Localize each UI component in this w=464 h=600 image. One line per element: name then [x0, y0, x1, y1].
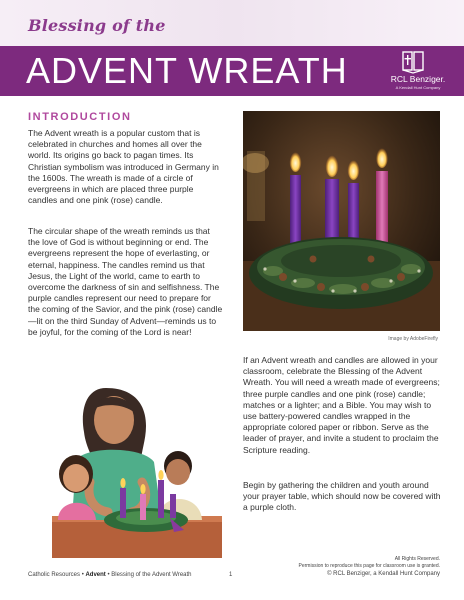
brand-tagline: A Kendall Hunt Company — [395, 85, 441, 90]
footer-season: Advent — [85, 572, 106, 578]
section-heading-introduction: INTRODUCTION — [28, 111, 132, 123]
photo-credit: Image by AdobeFirefly — [388, 336, 438, 342]
footer-suffix: • Blessing of the Advent Wreath — [105, 572, 192, 578]
header-subtitle: Blessing of the — [28, 16, 166, 35]
footer-rights-reserved: All Rights Reserved. — [394, 556, 440, 562]
footer-copyright: © RCL Benziger, a Kendall Hunt Company — [327, 571, 440, 577]
wreath-photo — [243, 111, 440, 331]
page-number: 1 — [229, 572, 233, 578]
book-logo-icon — [400, 50, 426, 74]
footer-prefix: Catholic Resources • — [28, 572, 86, 578]
intro-paragraph-1: The Advent wreath is a popular custom that is celebrated in churches and homes all over the world. Its origins go back to pagan times. Its Christian symbolism was introduced in Germany in the 1600s. The wreath is made of a circle of evergreens in which are placed three purple candles and one pink (rose) candle. — [28, 128, 219, 206]
family-illustration — [46, 370, 226, 560]
brand-name: RCL Benziger. — [390, 74, 446, 84]
intro-paragraph-2: The circular shape of the wreath reminds us that the love of God is without beginning or end. The evergreens represent the hope of everlasting, or eternal, happiness. The candles remind us that Jesus, the Light of the world, came to earth to overcome the darkness of sin and selfishness. The purple candles represent our need to prepare for the coming of the Savior, and the pink (rose) candle—lit on the third Sunday of Advent—reminds us to be joyful, for the coming of the Lord is near! — [28, 226, 223, 337]
main-paragraph-2: Begin by gathering the children and youth around your prayer table, which should now be covered with a purple cloth. — [243, 480, 441, 513]
header-banner — [0, 46, 464, 96]
main-paragraph-1: If an Advent wreath and candles are allowed in your classroom, celebrate the Blessing of the Advent Wreath. You will need a wreath made of evergreens; three purple candles and one pink (rose) candle; matches or a lighter; and a Bible. You may wish to use battery-powered candles wrapped in the appropriate colored paper or ribbon. Serve as the leader of prayer, and invite a student to proclaim the Scripture reading. — [243, 355, 440, 455]
footer-breadcrumb — [28, 572, 192, 578]
footer-permission: Permission to reproduce this page for classroom use is granted. — [298, 563, 440, 569]
page-title: ADVENT WREATH — [26, 50, 348, 91]
brand-logo — [378, 50, 458, 94]
footer-rights — [240, 556, 440, 579]
family-around-wreath-illustration — [46, 370, 226, 560]
advent-wreath-photo — [243, 111, 440, 331]
